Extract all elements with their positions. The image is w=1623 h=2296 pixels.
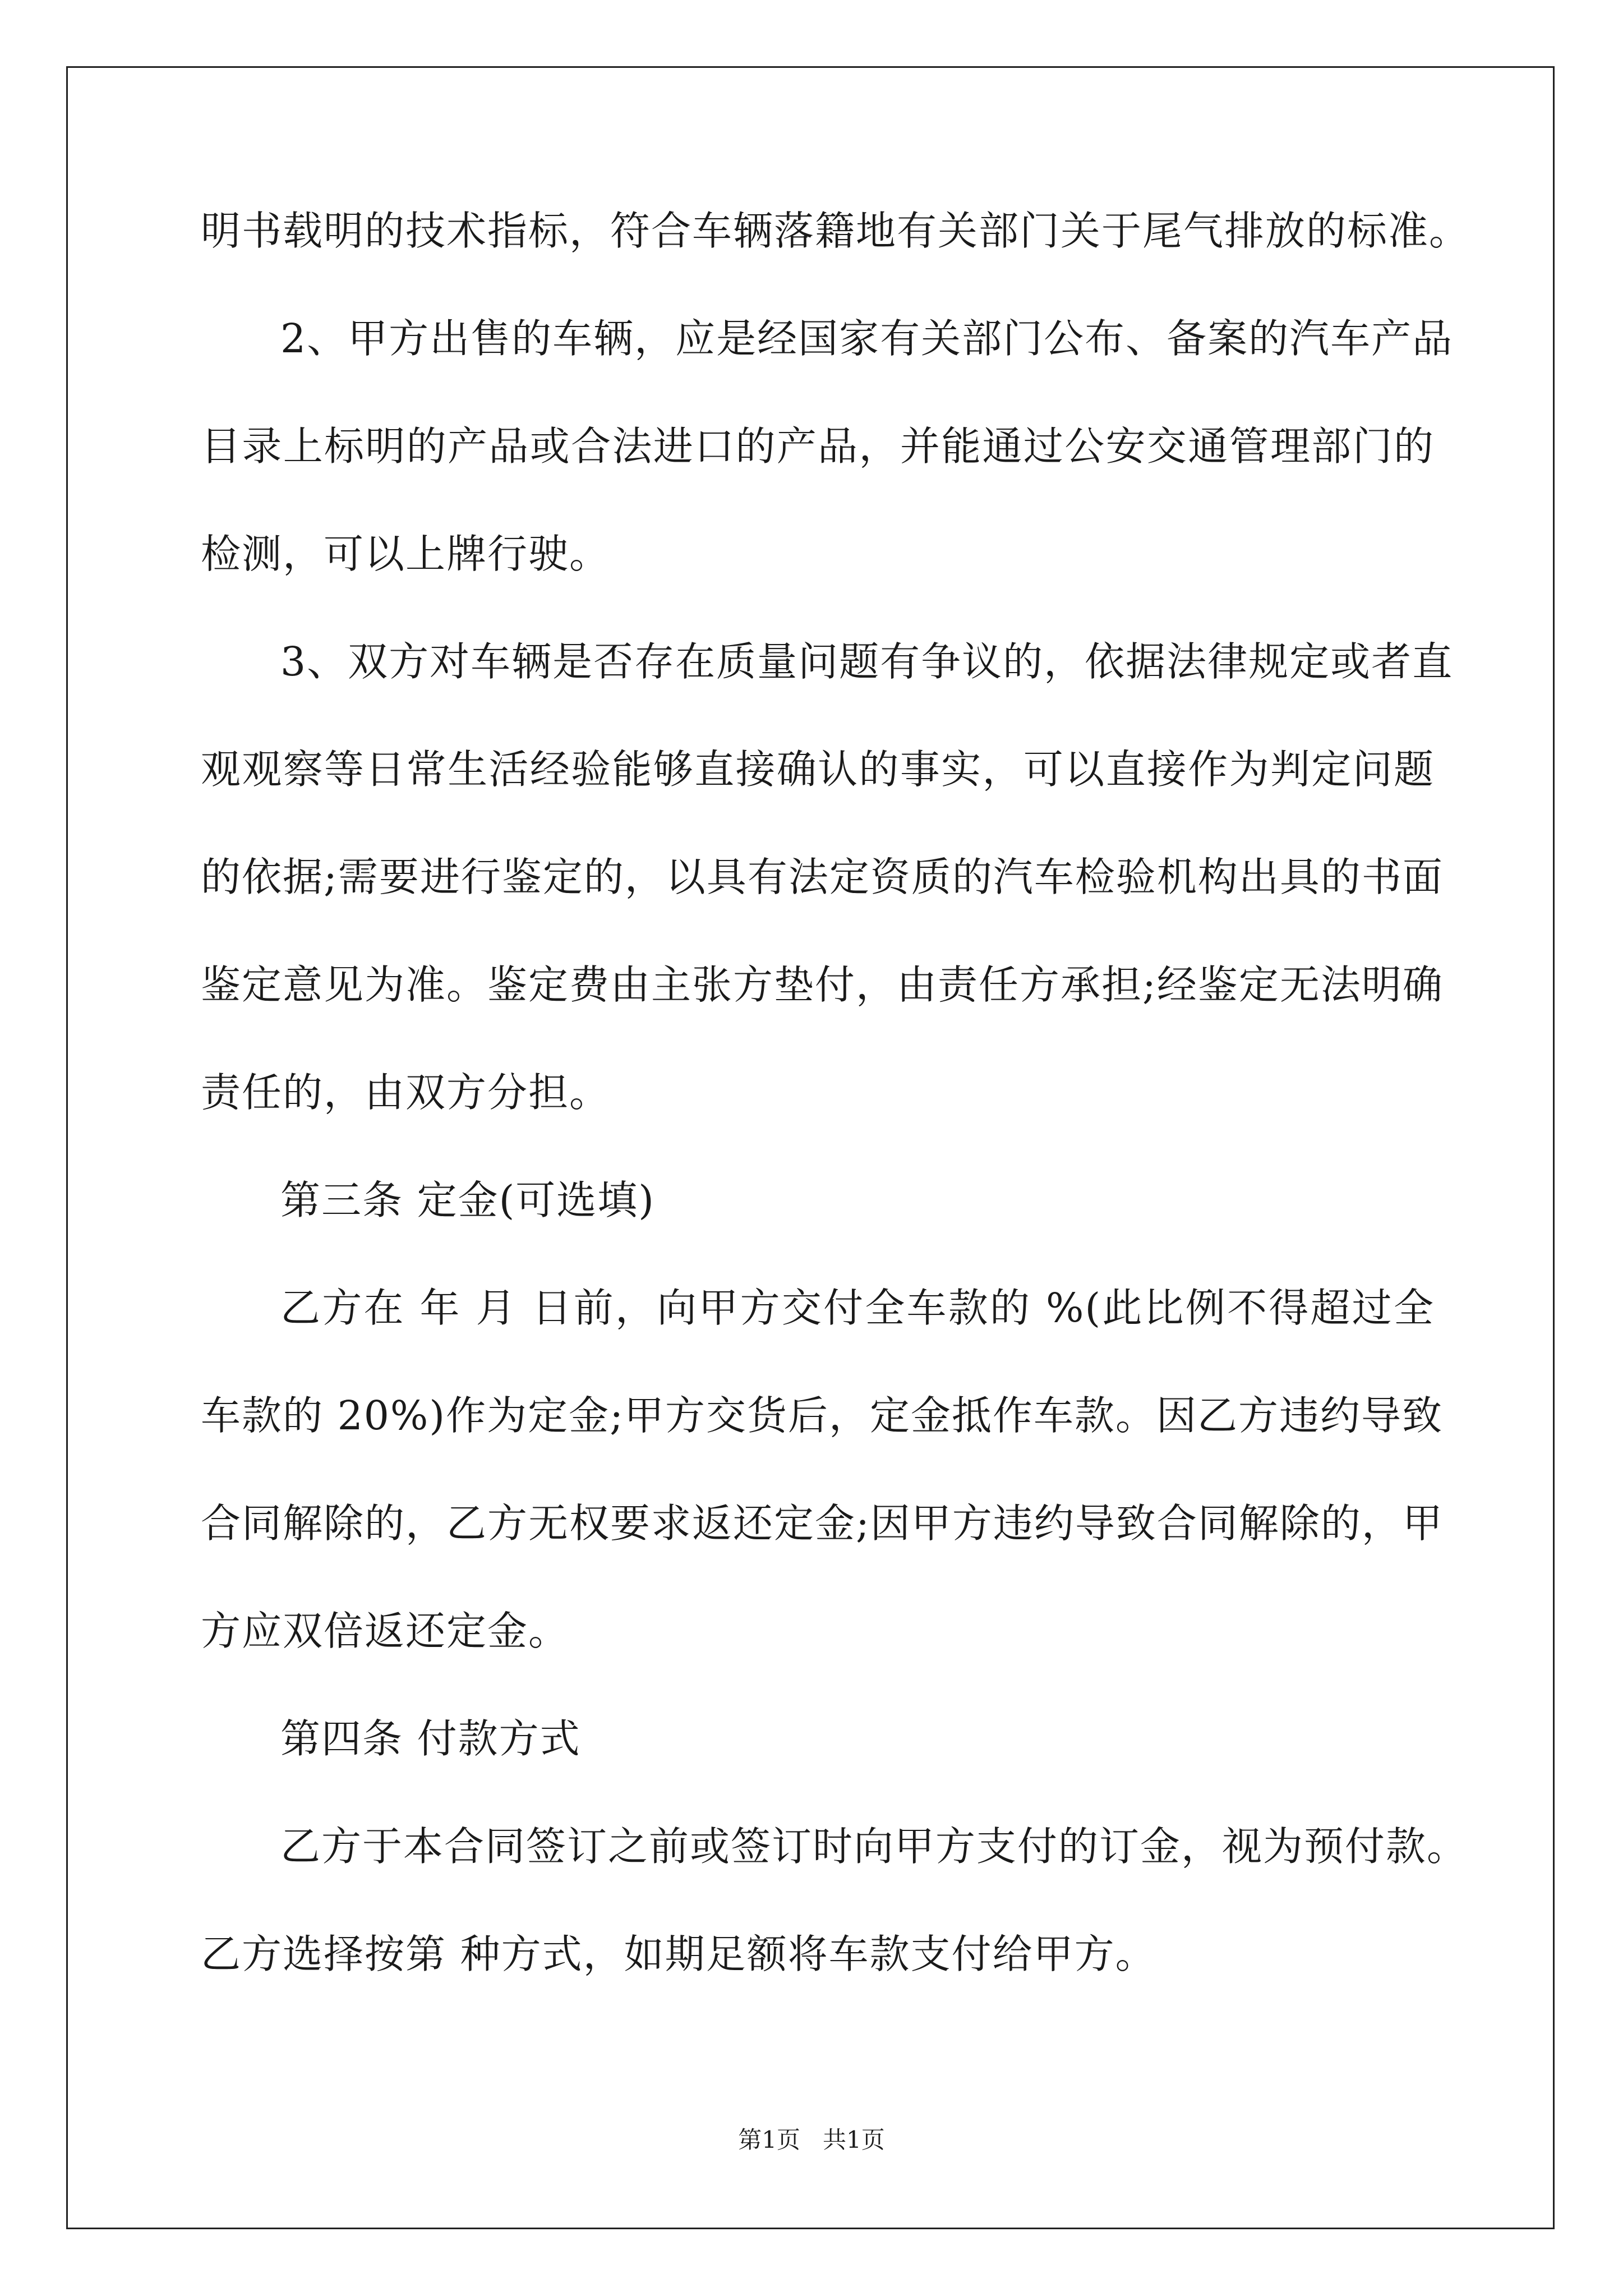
paragraph-line: 目录上标明的产品或合法进口的产品，并能通过公安交通管理部门的: [201, 423, 1435, 470]
paragraph-line: 方应双倍返还定金。: [201, 1608, 570, 1654]
page-number-footer: 第1页 共1页: [738, 2126, 885, 2154]
paragraph-line: 检测，可以上牌行驶。: [201, 531, 611, 577]
paragraph-line: 鉴定意见为准。鉴定费由主张方垫付，由责任方承担;经鉴定无法明确: [201, 961, 1444, 1008]
paragraph-line: 观观察等日常生活经验能够直接确认的事实，可以直接作为判定问题: [201, 746, 1435, 793]
page-border: [66, 66, 1555, 2229]
paragraph-line: 车款的 20%)作为定金;甲方交货后，定金抵作车款。因乙方违约导致: [201, 1392, 1444, 1439]
paragraph-line: 乙方选择按第 种方式，如期足额将车款支付给甲方。: [201, 1931, 1156, 1977]
section-heading: 第四条 付款方式: [280, 1715, 581, 1762]
paragraph-line: 乙方在 年 月 日前，向甲方交付全车款的 %(此比例不得超过全: [280, 1285, 1435, 1331]
paragraph-line: 合同解除的，乙方无权要求返还定金;因甲方违约导致合同解除的，甲: [201, 1500, 1444, 1547]
paragraph-line: 明书载明的技术指标，符合车辆落籍地有关部门关于尾气排放的标准。: [201, 208, 1470, 254]
paragraph-line: 的依据;需要进行鉴定的，以具有法定资质的汽车检验机构出具的书面: [201, 854, 1444, 900]
paragraph-line: 2、甲方出售的车辆，应是经国家有关部门公布、备案的汽车产品: [280, 315, 1454, 362]
paragraph-line: 乙方于本合同签订之前或签订时向甲方支付的订金，视为预付款。: [280, 1823, 1468, 1870]
paragraph-line: 3、双方对车辆是否存在质量问题有争议的，依据法律规定或者直: [280, 638, 1454, 685]
paragraph-line: 责任的，由双方分担。: [201, 1069, 611, 1116]
section-heading: 第三条 定金(可选填): [280, 1177, 655, 1223]
